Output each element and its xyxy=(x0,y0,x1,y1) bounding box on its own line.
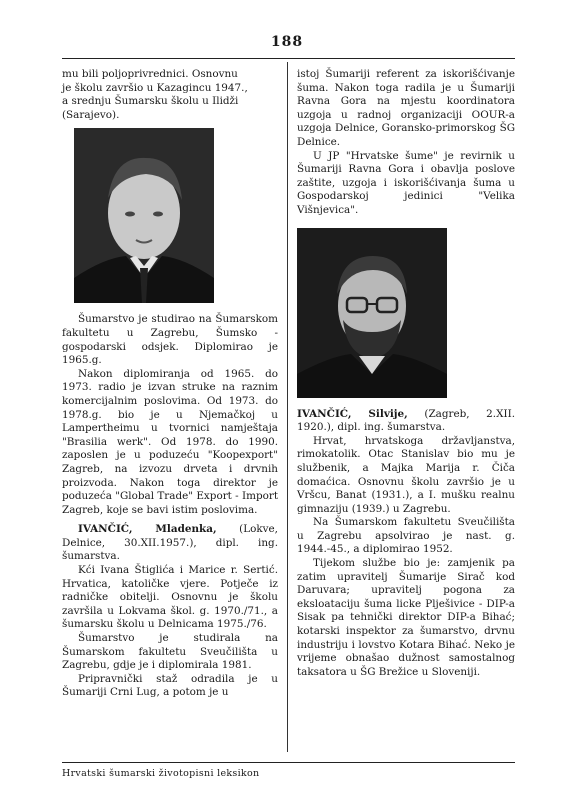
page-number: 188 xyxy=(270,34,304,50)
bio-details: (Lokve, Delnice, 30.XII.1957.), dipl. ing. šumarstva. xyxy=(62,523,278,563)
bio-entry-silvije xyxy=(297,408,515,435)
portrait-image xyxy=(74,128,214,303)
bio-name: IVANČIĆ, Silvije, xyxy=(297,407,408,420)
intro-line: (Sarajevo). xyxy=(62,108,120,121)
left-column xyxy=(62,68,278,700)
paragraph-career-3: Tijekom službe bio je: zamjenik pa zatim upravitelj Šumarije Sirač kod Daruvara; upravitelj pogona za eksloataciju šuma licke Plješivice - DIP-a Sisak pa tehnički direktor DIP-a Bihać; kotarski inspektor za šumarstvo, drvnu industriju i lovstvo Kotara Bihać. Neko je vrijeme obnašao dužnost samostalnog taksatora u ŠG Brežice u Sloveniji. xyxy=(297,557,515,678)
paragraph-career: Nakon diplomiranja od 1965. do 1973. radio je izvan struke na raznim komercijalnim poslovima. Od 1973. do 1978.g. bio je u Njemačkoj u Lampertheimu u tvornici namještaja "Brasilia werk". Od 1978. do 1990. zaposlen je u poduzeću "Koopexport" Zagreb, na izvozu drveta i drvnih proizvoda. Nakon toga direktor je poduzeća "Global Trade" Export - Import Zagreb, koje se bavi istim poslovima. xyxy=(62,367,278,516)
bio-name: IVANČIĆ, Mladenka, xyxy=(78,523,217,536)
portrait-photo-left xyxy=(74,128,214,303)
portrait-photo-right xyxy=(297,228,447,398)
paragraph-continued: istoj Šumariji referent za iskorišćivanje šuma. Nakon toga radila je u Šumariji Ravna Gora na mjestu koordinatora uzgoja u radnoj organizaciji OOUR-a uzgoja Delnice, Goransko-primorskog ŠG Delnice. xyxy=(297,68,515,148)
paragraph-studies: Šumarstvo je studirao na Šumarskom fakultetu u Zagrebu, Šumsko - gospodarski odsjek. Diplomirao je 1965.g. xyxy=(62,313,278,367)
right-column xyxy=(297,68,515,679)
intro-line: je školu završio u Kazagincu 1947., xyxy=(62,81,248,94)
bio-entry-mladenka xyxy=(62,523,278,564)
bottom-rule xyxy=(62,762,515,763)
paragraph-jp: U JP "Hrvatske šume" je revirnik u Šumariji Ravna Gora i obavlja poslove zaštite, uzgoja i iskorišćivanja šuma u Gospodarskoj jedinici "Velika Višnjevica". xyxy=(297,149,515,216)
paragraph-studies-2: Šumarstvo je studirala na Šumarskom fakultetu Sveučilišta u Zagrebu, gdje je i diplomirala 1981. xyxy=(62,632,278,672)
bio-details: (Zagreb, 2.XII. 1920.), dipl. ing. šumarstva. xyxy=(297,407,515,434)
portrait-image xyxy=(297,228,447,398)
intro-line: mu bili poljoprivrednici. Osnovnu xyxy=(62,68,238,80)
top-rule xyxy=(62,58,515,59)
paragraph-family-2: Hrvat, hrvatskoga državljanstva, rimokatolik. Otac Stanislav bio mu je službenik, a Majka Marija r. Čiča domaćica. Osnovnu školu završio je u Vršcu, Banat (1931.), a I. mušku realnu gimnaziju (1939.) u Zagrebu. xyxy=(297,434,515,515)
intro-line: a srednju Šumarsku školu u Ilidži xyxy=(62,95,239,108)
column-divider xyxy=(287,62,288,752)
paragraph-family: Kći Ivana Štiglića i Marice r. Sertić. Hrvatica, katoličke vjere. Potječe iz radničke obitelji. Osnovnu je školu završila u Lokvama škol. g. 1970./71., a šumarsku školu u Delnicama 1975./76. xyxy=(62,564,278,631)
paragraph-studies-3: Na Šumarskom fakultetu Sveučilišta u Zagrebu apsolvirao je nast. g. 1944.-45., a diplomirao 1952. xyxy=(297,516,515,556)
footer-title: Hrvatski šumarski životopisni leksikon xyxy=(62,768,260,779)
paragraph-intern: Pripravnički staž odradila je u Šumariji Crni Lug, a potom je u xyxy=(62,672,278,699)
